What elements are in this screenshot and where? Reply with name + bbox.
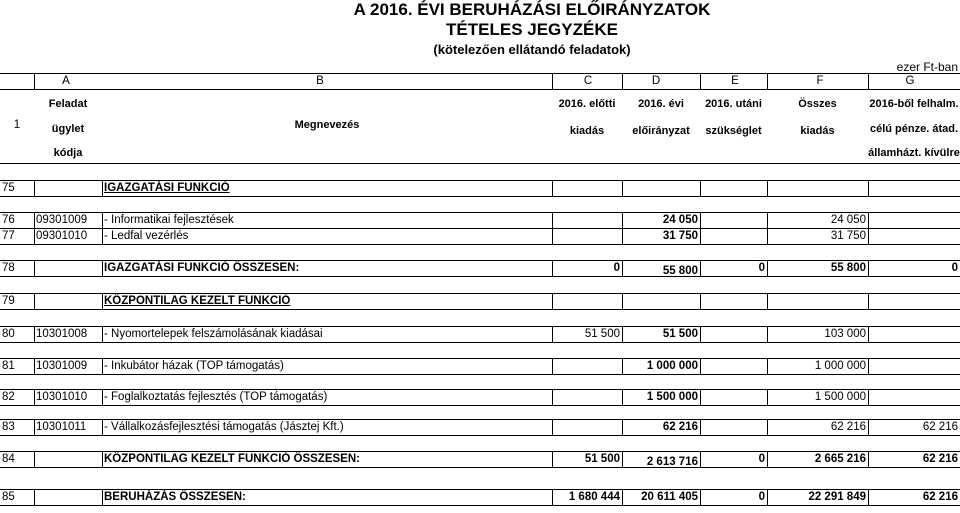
row-code: 10301008 [36,328,88,340]
grid-line [552,419,553,435]
header-felhalm-0: 2016-ből felhalm. [869,98,959,110]
cell-evi: 20 611 405 [641,491,698,503]
column-letter-a: A [62,75,70,87]
row-number-header: 1 [13,119,21,131]
grid-line [700,180,701,196]
row-number: 76 [2,214,15,226]
column-letter-e: E [731,75,739,87]
column-letter-d: D [651,75,661,87]
grid-line [34,489,35,505]
grid-line [700,326,701,342]
grid-line [552,293,553,309]
row-name: BERUHÁZÁS ÖSSZESEN: [104,491,246,503]
cell-evi: 1 500 000 [646,391,698,403]
grid-line [868,293,869,309]
grid-line [767,73,768,89]
grid-line [34,326,35,342]
grid-line [622,73,623,89]
cell-evi: 51 500 [662,328,698,340]
grid-line [34,228,35,244]
header-evi-0: 2016. évi [638,98,684,110]
row-number: 80 [2,328,15,340]
cell-osszes: 2 665 216 [814,453,866,465]
grid-line [0,435,960,436]
grid-line [34,358,35,374]
grid-line [700,389,701,405]
cell-osszes: 22 291 849 [808,491,866,503]
grid-line [0,505,960,506]
grid-line [868,358,869,374]
grid-line [868,389,869,405]
grid-line [868,73,869,89]
cell-felhalm: 62 216 [922,491,958,503]
grid-line [552,389,553,405]
grid-line [868,326,869,342]
cell-osszes: 1 000 000 [814,360,866,372]
row-name: - Foglalkoztatás fejlesztés (TOP támogatás) [104,391,328,403]
grid-line [102,228,103,244]
row-code: 10301009 [36,360,88,372]
row-number: 77 [2,230,15,242]
grid-line [552,212,553,228]
cell-evi: 24 050 [662,214,698,226]
row-name: - Nyomortelepek felszámolásának kiadásai [104,328,323,340]
grid-line [102,419,103,435]
grid-line [34,73,35,89]
grid-line [700,212,701,228]
header-megnevezes: Megnevezés [294,119,360,131]
row-code: 09301009 [36,214,88,226]
grid-line [34,293,35,309]
header-osszes-1: kiadás [800,125,835,137]
grid-line [102,358,103,374]
grid-line [552,73,553,89]
grid-line [700,293,701,309]
row-name: KÖZPONTILAG KEZELT FUNKCIÓ ÖSSZESEN: [104,453,360,465]
cell-elotti: 0 [613,262,620,274]
grid-line [0,309,960,310]
grid-line [0,89,960,90]
cell-osszes: 24 050 [830,214,866,226]
cell-felhalm: 0 [951,262,958,274]
header-feladat-1: ügylet [51,123,85,135]
header-evi-1: előirányzat [632,125,690,137]
cell-osszes: 103 000 [824,328,866,340]
column-letter-b: B [316,75,324,87]
cell-evi: 1 000 000 [646,360,698,372]
header-feladat-2: kódja [53,147,83,159]
row-number: 81 [2,360,15,372]
row-code: 09301010 [36,230,88,242]
grid-line [102,212,103,228]
grid-line [700,73,701,89]
grid-line [868,228,869,244]
cell-evi: 62 216 [662,421,698,433]
row-number: 83 [2,421,15,433]
row-number: 85 [2,491,15,503]
title-line-2: TÉTELES JEGYZÉKE [446,20,618,39]
row-code: 10301011 [36,421,87,433]
grid-line [0,244,960,245]
grid-line [102,293,103,309]
row-number: 82 [2,391,15,403]
grid-line [0,276,960,277]
cell-evi: 31 750 [662,230,698,242]
grid-line [868,212,869,228]
row-name: - Informatikai fejlesztések [104,214,234,226]
cell-utani: 0 [758,453,765,465]
cell-osszes: 1 500 000 [814,391,866,403]
row-code: 10301010 [36,391,88,403]
cell-elotti: 1 680 444 [568,491,620,503]
column-letter-g: G [905,75,915,87]
grid-line [622,293,623,309]
cell-utani: 0 [758,262,765,274]
subtitle: (kötelezően ellátandó feladatok) [433,42,631,57]
grid-line [34,212,35,228]
column-letter-f: F [816,75,824,87]
header-elotti-0: 2016. előtti [558,98,616,110]
grid-line [34,451,35,467]
grid-line [0,405,960,406]
grid-line [0,73,960,74]
grid-line [34,419,35,435]
column-letter-c: C [583,75,593,87]
cell-osszes: 55 800 [830,262,866,274]
row-number: 79 [2,295,15,307]
row-number: 78 [2,262,15,274]
header-felhalm-2: államházt. kívülre [868,147,960,159]
grid-line [102,489,103,505]
grid-line [700,358,701,374]
cell-felhalm: 62 216 [922,421,958,433]
grid-line [0,163,960,164]
row-number: 75 [2,182,15,194]
row-name: - Vállalkozásfejlesztési támogatás (Jásztej Kft.) [104,421,344,433]
grid-line [0,467,960,468]
grid-line [34,389,35,405]
row-name: IGAZGATÁSI FUNKCIÓ ÖSSZESEN: [104,262,300,274]
cell-evi: 55 800 [662,265,698,277]
row-name: - Ledfal vezérlés [104,230,189,242]
grid-line [622,180,623,196]
grid-line [700,419,701,435]
header-osszes-0: Összes [798,98,837,110]
grid-line [0,374,960,375]
row-number: 84 [2,453,15,465]
unit-label: ezer Ft-ban [896,60,958,74]
cell-evi: 2 613 716 [646,456,698,468]
header-utani-1: szükséglet [705,125,762,137]
header-elotti-1: kiadás [569,125,605,137]
grid-line [552,180,553,196]
grid-line [0,196,960,197]
grid-line [767,293,768,309]
row-name: - Inkubátor házak (TOP támogatás) [104,360,284,372]
grid-line [34,260,35,276]
cell-osszes: 31 750 [830,230,866,242]
grid-line [102,451,103,467]
grid-line [868,180,869,196]
cell-elotti: 51 500 [584,453,620,465]
cell-osszes: 62 216 [830,421,866,433]
row-name: KÖZPONTILAG KEZELT FUNKCIÓ [104,295,291,307]
grid-line [102,326,103,342]
header-felhalm-1: célú pénze. átad. [869,123,959,135]
cell-elotti: 51 500 [584,328,620,340]
row-name: IGAZGATÁSI FUNKCIÓ [104,182,230,194]
cell-utani: 0 [758,491,765,503]
grid-line [34,180,35,196]
grid-line [700,228,701,244]
grid-line [0,342,960,343]
grid-line [102,389,103,405]
grid-line [552,228,553,244]
header-feladat-0: Feladat [48,98,88,110]
grid-line [102,260,103,276]
grid-line [102,180,103,196]
header-utani-0: 2016. utáni [705,98,762,110]
cell-felhalm: 62 216 [922,453,958,465]
grid-line [767,180,768,196]
title-line-1: A 2016. ÉVI BERUHÁZÁSI ELŐIRÁNYZATOK [353,0,711,19]
grid-line [552,358,553,374]
